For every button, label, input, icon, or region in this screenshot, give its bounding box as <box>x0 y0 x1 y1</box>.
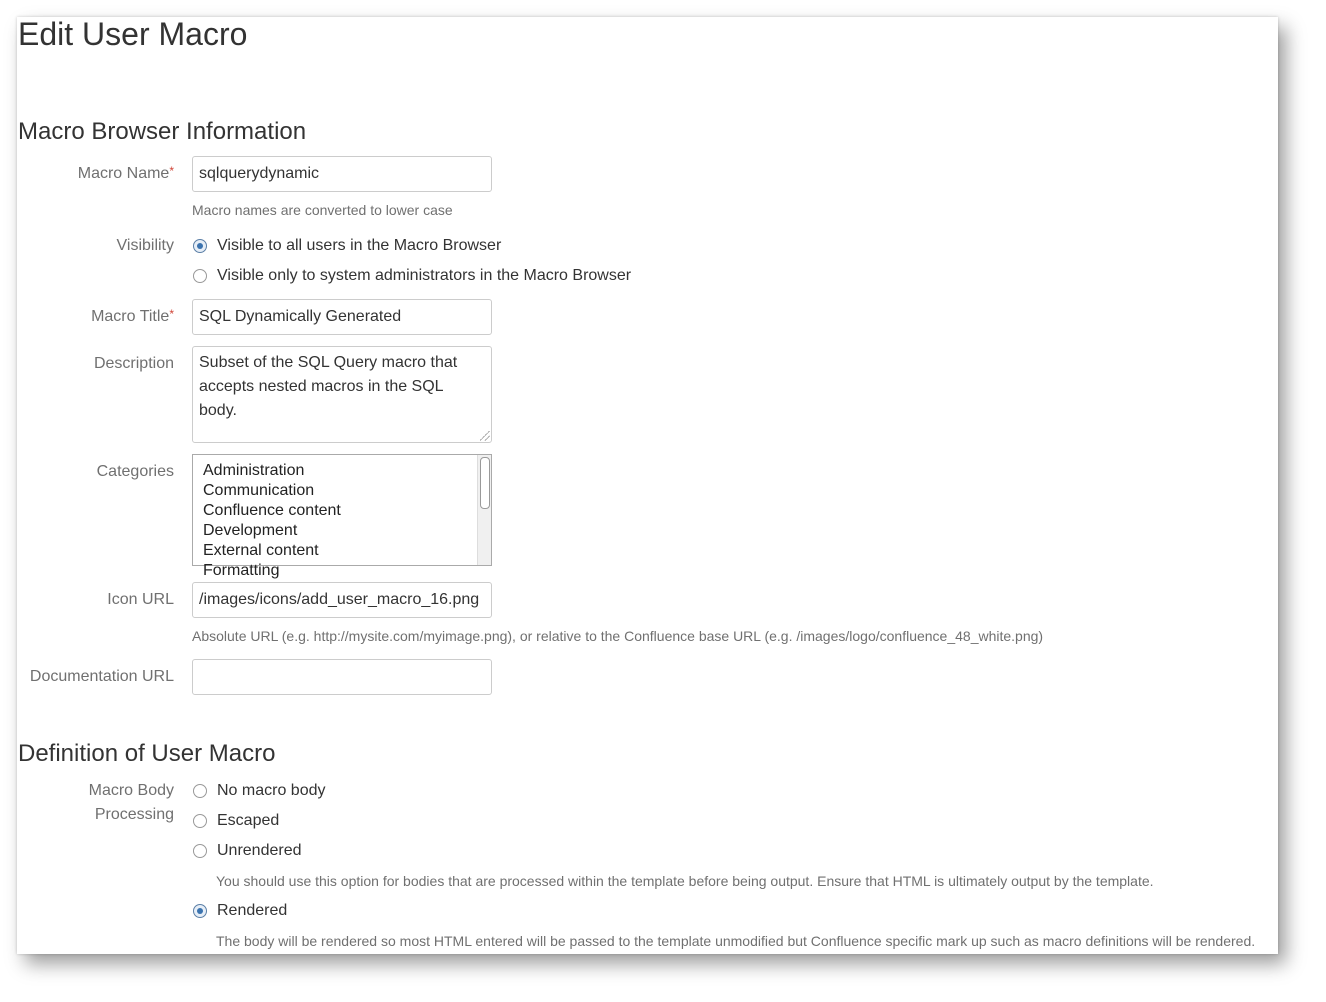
body-option-no-macro-body[interactable] <box>192 779 326 803</box>
radio-no-macro-body[interactable] <box>193 784 207 798</box>
radio-unrendered[interactable] <box>193 844 207 858</box>
required-marker: * <box>169 164 174 178</box>
description-label: Description <box>93 355 174 372</box>
body-option-label: Unrendered <box>217 842 302 859</box>
category-option[interactable]: Formatting <box>203 562 280 579</box>
documentation-url-label: Documentation URL <box>29 668 174 685</box>
macro-name-label <box>17 162 174 186</box>
description-textarea[interactable] <box>192 346 492 443</box>
description-line: body. <box>199 402 237 419</box>
body-option-label: No macro body <box>217 782 326 799</box>
rendered-help: The body will be rendered so most HTML entered will be passed to the template unmodified but Confluence specific mark up such as macro definitions will be rendered. <box>216 933 1256 949</box>
body-processing-label-line: Macro Body <box>88 782 174 799</box>
icon-url-help: Absolute URL (e.g. http://mysite.com/myimage.png), or relative to the Confluence base URL (e.g. /images/logo/confluence_48_white.png) <box>192 628 1044 644</box>
body-processing-label <box>17 779 174 827</box>
visibility-option-label: Visible only to system administrators in the Macro Browser <box>217 267 632 284</box>
body-processing-label-line: Processing <box>94 806 174 823</box>
body-option-rendered[interactable] <box>192 899 287 923</box>
category-option[interactable]: Confluence content <box>203 502 341 519</box>
description-line: Subset of the SQL Query macro that <box>199 354 458 371</box>
documentation-url-input[interactable] <box>192 659 492 695</box>
macro-title-input[interactable]: SQL Dynamically Generated <box>192 299 492 335</box>
resize-grip-icon[interactable] <box>480 431 490 441</box>
description-line: accepts nested macros in the SQL <box>199 378 444 395</box>
macro-name-label-text: Macro Name <box>77 165 170 182</box>
body-option-label: Escaped <box>217 812 280 829</box>
categories-scrollbar[interactable] <box>477 455 491 565</box>
categories-label: Categories <box>96 463 174 480</box>
body-option-label: Rendered <box>217 902 288 919</box>
section-title-definition: Definition of User Macro <box>18 740 276 767</box>
categories-listbox[interactable] <box>192 454 492 579</box>
section-title-browser-info: Macro Browser Information <box>18 118 307 145</box>
body-option-escaped[interactable] <box>192 809 279 833</box>
radio-visibility-admins-only[interactable] <box>193 269 207 283</box>
radio-visibility-all-users[interactable] <box>193 239 207 253</box>
page-title: Edit User Macro <box>18 16 248 52</box>
visibility-option-admins-only[interactable] <box>192 264 631 288</box>
macro-title-label <box>17 305 174 329</box>
body-option-unrendered[interactable] <box>192 839 302 863</box>
visibility-option-label: Visible to all users in the Macro Browser <box>217 237 502 254</box>
macro-name-help: Macro names are converted to lower case <box>192 202 453 218</box>
icon-url-label: Icon URL <box>107 591 174 608</box>
macro-title-label-text: Macro Title <box>91 308 170 325</box>
required-marker: * <box>169 307 174 321</box>
visibility-option-all-users[interactable] <box>192 234 501 258</box>
visibility-label: Visibility <box>116 237 174 254</box>
category-option[interactable]: Development <box>203 522 298 539</box>
icon-url-input[interactable]: /images/icons/add_user_macro_16.png <box>192 582 492 618</box>
category-option[interactable]: Administration <box>203 462 305 479</box>
radio-rendered[interactable] <box>193 904 207 918</box>
category-option[interactable]: External content <box>203 542 319 559</box>
scrollbar-thumb[interactable] <box>480 457 490 509</box>
unrendered-help: You should use this option for bodies that are processed within the template before being output. Ensure that HTML is ultimately output by the template. <box>216 873 1154 889</box>
macro-name-input[interactable]: sqlquerydynamic <box>192 156 492 192</box>
edit-user-macro-panel <box>17 17 1278 954</box>
radio-escaped[interactable] <box>193 814 207 828</box>
category-option[interactable]: Communication <box>203 482 315 499</box>
